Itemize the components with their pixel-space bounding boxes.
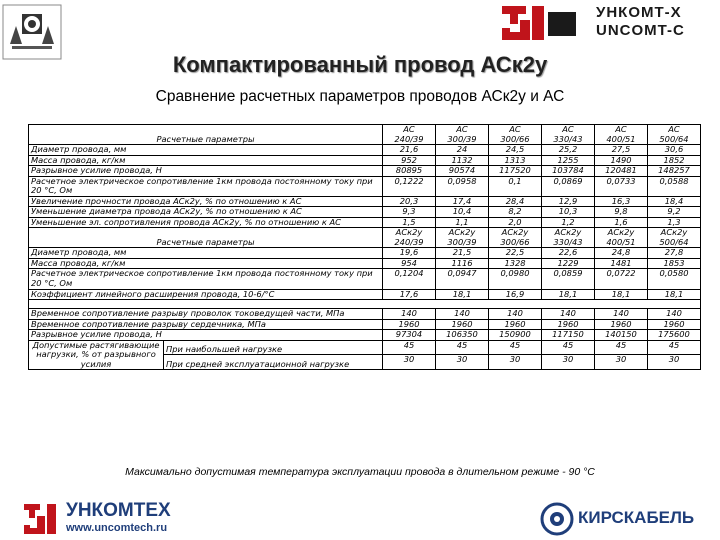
row-value: 140150 xyxy=(595,330,648,341)
row-value: 0,0588 xyxy=(648,176,701,196)
tension-group-label: Допустимые растягивающие нагрузки, % от разрывного усилия xyxy=(29,340,164,370)
row-value: 80895 xyxy=(383,166,436,177)
column-size: 300/66 xyxy=(500,236,530,247)
row-value: 18,1 xyxy=(648,289,701,300)
row-value: 9,2 xyxy=(648,207,701,218)
row-value: 0,0722 xyxy=(595,269,648,289)
row-value: 12,9 xyxy=(542,196,595,207)
row-value: 22,6 xyxy=(542,248,595,259)
column-header xyxy=(595,125,648,145)
column-header xyxy=(648,125,701,145)
footer-left-url[interactable]: www.uncomtech.ru xyxy=(66,522,168,534)
tension-value: 30 xyxy=(595,355,648,370)
row-value: 140 xyxy=(542,309,595,320)
column-type: АС xyxy=(509,124,521,134)
table-row xyxy=(29,196,701,207)
table-row xyxy=(29,207,701,218)
column-size: 400/51 xyxy=(606,133,636,144)
row-value: 0,1 xyxy=(489,176,542,196)
row-value: 117520 xyxy=(489,166,542,177)
table-row xyxy=(29,289,701,300)
kirskabel-icon xyxy=(540,502,574,536)
tension-value: 30 xyxy=(436,355,489,370)
column-header xyxy=(648,228,701,248)
column-type: АСк2у xyxy=(660,227,688,238)
uncomtech-footer-icon xyxy=(22,502,60,536)
row-value: 1490 xyxy=(595,155,648,166)
column-type: АС xyxy=(456,124,468,134)
row-value: 952 xyxy=(383,155,436,166)
table-row xyxy=(29,145,701,156)
row-value: 30,6 xyxy=(648,145,701,156)
row-value: 1960 xyxy=(489,319,542,330)
row-value: 1116 xyxy=(436,258,489,269)
row-value: 0,0580 xyxy=(648,269,701,289)
column-size: 330/43 xyxy=(553,236,583,247)
row-value: 0,0958 xyxy=(436,176,489,196)
column-header xyxy=(436,228,489,248)
row-value: 19,6 xyxy=(383,248,436,259)
row-value: 10,3 xyxy=(542,207,595,218)
row-value: 97304 xyxy=(383,330,436,341)
row-value: 18,1 xyxy=(436,289,489,300)
row-value: 16,9 xyxy=(489,289,542,300)
row-value: 1229 xyxy=(542,258,595,269)
table-row xyxy=(29,166,701,177)
table-row xyxy=(29,319,701,330)
row-value: 1313 xyxy=(489,155,542,166)
row-value: 140 xyxy=(648,309,701,320)
footer-left-brand: УНКОМТЕХ xyxy=(66,500,171,521)
row-value: 90574 xyxy=(436,166,489,177)
tension-value: 45 xyxy=(436,340,489,355)
column-header xyxy=(595,228,648,248)
row-label: Диаметр провода, мм xyxy=(29,248,383,259)
row-value: 120481 xyxy=(595,166,648,177)
column-size: 500/64 xyxy=(659,133,689,144)
row-value: 22,5 xyxy=(489,248,542,259)
column-type: АС xyxy=(403,124,415,134)
column-header xyxy=(383,228,436,248)
table-row xyxy=(29,217,701,228)
column-type: АС xyxy=(615,124,627,134)
row-label: Масса провода, кг/км xyxy=(29,258,383,269)
row-value: 140 xyxy=(383,309,436,320)
row-label: Расчетное электрическое сопротивление 1км провода постоянному току при 20 °С, Ом xyxy=(29,176,383,196)
row-value: 8,2 xyxy=(489,207,542,218)
row-value: 10,4 xyxy=(436,207,489,218)
brand-top-text: УНКОМТ-Х xyxy=(596,4,682,21)
row-value: 150900 xyxy=(489,330,542,341)
table-row xyxy=(29,248,701,259)
row-value: 2,0 xyxy=(489,217,542,228)
page-title: Компактированный провод АСк2у xyxy=(172,52,548,77)
row-value: 117150 xyxy=(542,330,595,341)
column-type: АС xyxy=(562,124,574,134)
row-value: 18,1 xyxy=(542,289,595,300)
column-type: АСк2у xyxy=(607,227,635,238)
tension-value: 45 xyxy=(489,340,542,355)
footer-right-brand: КИРСКАБЕЛЬ xyxy=(578,508,695,527)
row-value: 1960 xyxy=(595,319,648,330)
row-value: 1852 xyxy=(648,155,701,166)
tension-value: 30 xyxy=(542,355,595,370)
column-size: 300/39 xyxy=(447,236,477,247)
row-value: 0,1222 xyxy=(383,176,436,196)
tension-label: При средней эксплуатационной нагрузке xyxy=(164,355,383,370)
row-value: 140 xyxy=(595,309,648,320)
tension-value: 30 xyxy=(383,355,436,370)
row-value: 175600 xyxy=(648,330,701,341)
row-value: 28,4 xyxy=(489,196,542,207)
footer-right-logo xyxy=(540,502,718,536)
table-row xyxy=(29,258,701,269)
row-value: 27,8 xyxy=(648,248,701,259)
parameters-header-label: Расчетные параметры xyxy=(156,133,255,144)
row-value: 0,0947 xyxy=(436,269,489,289)
column-size: 240/39 xyxy=(394,236,424,247)
table-row xyxy=(29,309,701,320)
tension-label: При наибольшей нагрузке xyxy=(164,340,383,355)
column-size: 500/64 xyxy=(659,236,689,247)
row-value: 18,4 xyxy=(648,196,701,207)
row-value: 16,3 xyxy=(595,196,648,207)
parameters-header-label: Расчетные параметры xyxy=(156,236,255,247)
row-value: 1,3 xyxy=(648,217,701,228)
column-header xyxy=(489,228,542,248)
table-header-row xyxy=(29,125,701,145)
row-value: 27,5 xyxy=(595,145,648,156)
row-value: 103784 xyxy=(542,166,595,177)
row-value: 1960 xyxy=(436,319,489,330)
tension-value: 30 xyxy=(648,355,701,370)
column-size: 300/66 xyxy=(500,133,530,144)
column-header xyxy=(489,125,542,145)
footer-left-logo xyxy=(22,500,282,536)
parameters-header xyxy=(29,125,383,145)
row-value: 106350 xyxy=(436,330,489,341)
row-value: 1328 xyxy=(489,258,542,269)
row-value: 9,3 xyxy=(383,207,436,218)
row-value: 1481 xyxy=(595,258,648,269)
row-value: 1960 xyxy=(648,319,701,330)
tension-value: 45 xyxy=(542,340,595,355)
row-value: 148257 xyxy=(648,166,701,177)
row-value: 1853 xyxy=(648,258,701,269)
row-label: Увеличение прочности провода АСк2у, % по отношению к АС xyxy=(29,196,383,207)
row-label: Уменьшение эл. сопротивления провода АСк2у, % по отношению к АС xyxy=(29,217,383,228)
tension-value: 30 xyxy=(489,355,542,370)
row-value: 21,6 xyxy=(383,145,436,156)
row-value: 140 xyxy=(436,309,489,320)
row-value: 1,5 xyxy=(383,217,436,228)
column-header xyxy=(436,125,489,145)
row-value: 0,0869 xyxy=(542,176,595,196)
row-value: 1960 xyxy=(383,319,436,330)
column-size: 240/39 xyxy=(394,133,424,144)
column-header xyxy=(383,125,436,145)
row-value: 24,8 xyxy=(595,248,648,259)
row-value: 954 xyxy=(383,258,436,269)
row-value: 0,0859 xyxy=(542,269,595,289)
column-type: АС xyxy=(668,124,680,134)
tension-value: 45 xyxy=(595,340,648,355)
parameters-header xyxy=(29,228,383,248)
max-temperature-note: Максимально допустимая температура эксплуатации провода в длительном режиме - 90 °С xyxy=(125,466,595,478)
row-value: 17,6 xyxy=(383,289,436,300)
table-row xyxy=(29,155,701,166)
tension-row xyxy=(29,340,701,355)
row-value: 1132 xyxy=(436,155,489,166)
table-row xyxy=(29,269,701,289)
row-value: 9,8 xyxy=(595,207,648,218)
table-row xyxy=(29,330,701,341)
row-label: Разрывное усилие провода, Н xyxy=(29,166,383,177)
row-value: 1,1 xyxy=(436,217,489,228)
column-type: АСк2у xyxy=(448,227,476,238)
brand-bottom-text: UNCOMT-C xyxy=(596,22,685,39)
row-label: Диаметр провода, мм xyxy=(29,145,383,156)
column-size: 400/51 xyxy=(606,236,636,247)
column-size: 330/43 xyxy=(553,133,583,144)
column-type: АСк2у xyxy=(554,227,582,238)
row-value: 24,5 xyxy=(489,145,542,156)
column-header xyxy=(542,228,595,248)
tension-value: 45 xyxy=(648,340,701,355)
page-subtitle: Сравнение расчетных параметров проводов АСк2у и АС xyxy=(155,88,565,105)
row-value: 24 xyxy=(436,145,489,156)
row-value: 0,0980 xyxy=(489,269,542,289)
column-type: АСк2у xyxy=(501,227,529,238)
row-value: 0,1204 xyxy=(383,269,436,289)
row-value: 0,0733 xyxy=(595,176,648,196)
row-label: Временное сопротивление разрыву проволок токоведущей части, МПа xyxy=(29,309,383,320)
row-value: 21,5 xyxy=(436,248,489,259)
table-row xyxy=(29,176,701,196)
row-value: 1,2 xyxy=(542,217,595,228)
row-value: 1960 xyxy=(542,319,595,330)
row-label: Масса провода, кг/км xyxy=(29,155,383,166)
column-size: 300/39 xyxy=(447,133,477,144)
row-label: Уменьшение диаметра провода АСк2у, % по отношению к АС xyxy=(29,207,383,218)
row-value: 20,3 xyxy=(383,196,436,207)
row-value: 25,2 xyxy=(542,145,595,156)
column-type: АСк2у xyxy=(395,227,423,238)
row-value: 1255 xyxy=(542,155,595,166)
row-value: 140 xyxy=(489,309,542,320)
column-header xyxy=(542,125,595,145)
comparison-table xyxy=(28,124,701,370)
row-value: 18,1 xyxy=(595,289,648,300)
row-label: Временное сопротивление разрыву сердечника, МПа xyxy=(29,319,383,330)
row-label: Коэффициент линейного расширения провода, 10-6/°С xyxy=(29,289,383,300)
row-label: Разрывное усилие провода, Н xyxy=(29,330,383,341)
row-value: 17,4 xyxy=(436,196,489,207)
table-header-row xyxy=(29,228,701,248)
tension-value: 45 xyxy=(383,340,436,355)
row-label: Расчетное электрическое сопротивление 1км провода постоянному току при 20 °С, Ом xyxy=(29,269,383,289)
row-value: 1,6 xyxy=(595,217,648,228)
